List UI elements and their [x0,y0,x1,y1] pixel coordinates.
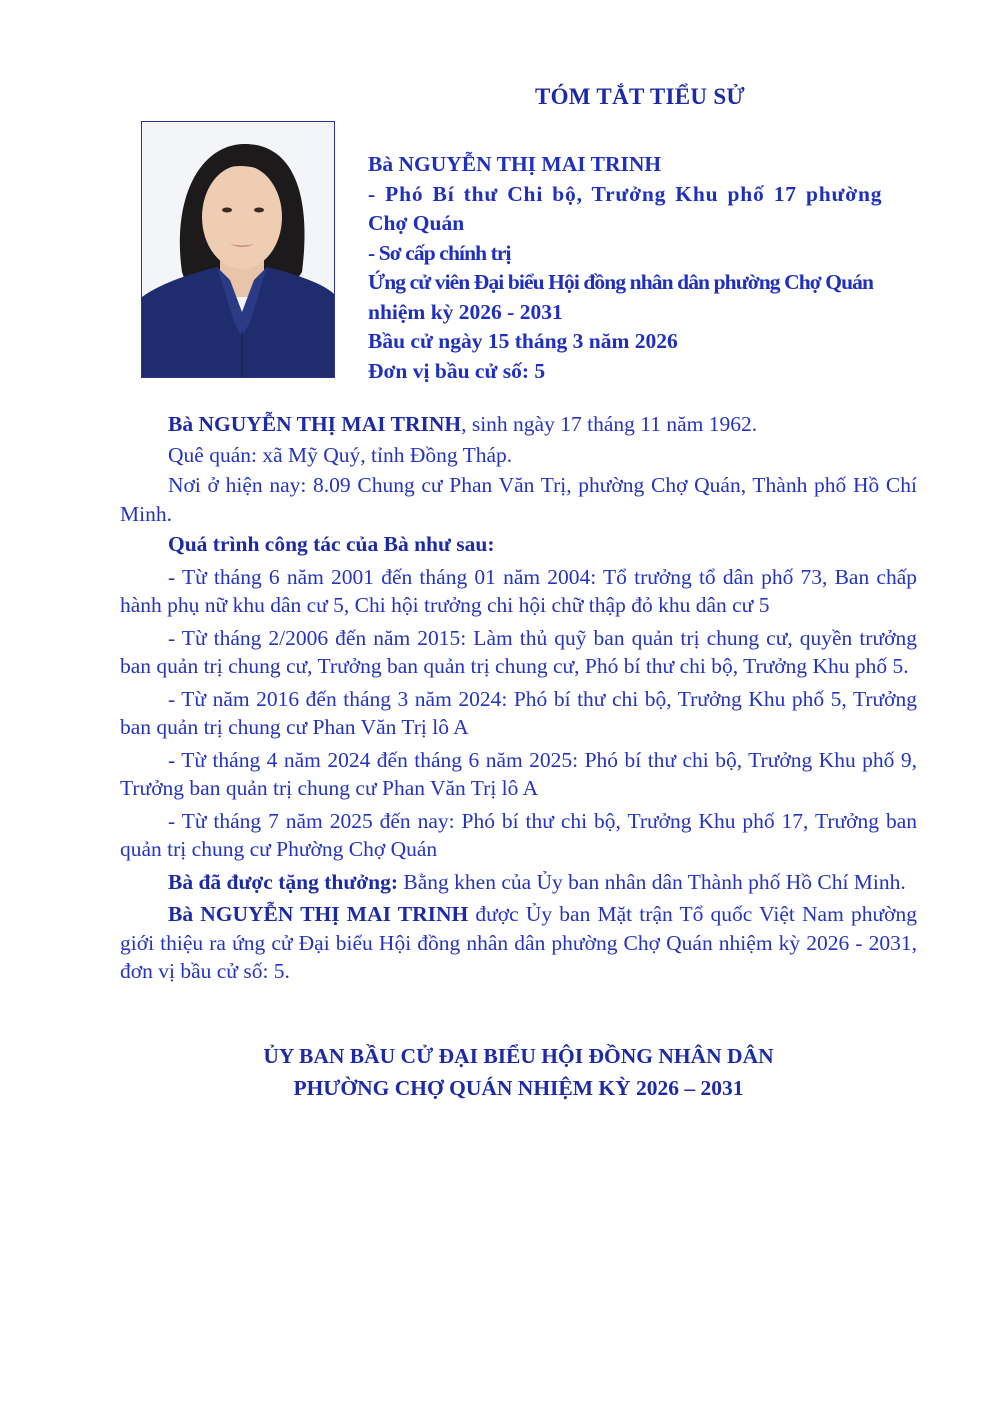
nomination-text: được Ủy ban Mặt trận Tổ quốc Việt Nam phường giới thiệu ra ứng cử Đại biểu Hội đồng nhân dân phường Chợ Quán nhiệm kỳ 2026 - 2031, đơn vị bầu cử số: 5. [120,902,917,983]
authority-line2: PHƯỜNG CHỢ QUÁN NHIỆM KỲ 2026 – 2031 [293,1076,744,1100]
constituency: Đơn vị bầu cử số: 5 [368,358,546,383]
election-date: Bầu cử ngày 15 tháng 3 năm 2026 [368,329,678,353]
political-level: - Sơ cấp chính trị [368,240,511,265]
awards-paragraph [120,868,917,897]
nomination-paragraph [120,900,917,986]
candidate-position-line1: - Phó Bí thư Chi bộ, Trưởng Khu phố 17 phường [368,181,883,206]
birth-name: Bà NGUYỄN THỊ MAI TRINH [168,412,462,436]
residence-paragraph: Nơi ở hiện nay: 8.09 Chung cư Phan Văn Trị, phường Chợ Quán, Thành phố Hồ Chí Minh. [120,473,917,526]
career-heading [120,530,917,559]
career-item: - Từ tháng 2/2006 đến năm 2015: Làm thủ quỹ ban quản trị chung cư, quyền trưởng ban quản trị chung cư, Trưởng ban quản trị chung cư, Phó bí thư chi bộ, Trưởng Khu phố 5. [120,625,917,678]
biography-body [120,410,917,988]
career-heading-text: Quá trình công tác của Bà như sau: [168,532,495,556]
hometown-paragraph: Quê quán: xã Mỹ Quý, tỉnh Đồng Tháp. [168,442,513,467]
candidate-name: Bà NGUYỄN THỊ MAI TRINH [368,152,662,176]
career-item: - Từ năm 2016 đến tháng 3 năm 2024: Phó bí thư chi bộ, Trưởng Khu phố 5, Trưởng ban quản trị chung cư Phan Văn Trị lô A [120,686,917,739]
nomination-name: Bà NGUYỄN THỊ MAI TRINH [168,902,469,926]
document-title: TÓM TẮT TIỂU SỬ [534,84,746,109]
birth-text: , sinh ngày 17 tháng 11 năm 1962. [461,412,758,436]
candidate-position-line2: Chợ Quán [368,211,465,235]
birth-paragraph [120,410,917,439]
career-item: - Từ tháng 4 năm 2024 đến tháng 6 năm 2025: Phó bí thư chi bộ, Trưởng Khu phố 9, Trưởng ban quản trị chung cư Phan Văn Trị lô A [120,747,917,800]
awards-text: Bằng khen của Ủy ban nhân dân Thành phố Hồ Chí Minh. [398,869,906,894]
career-item: - Từ tháng 7 năm 2025 đến nay: Phó bí thư chi bộ, Trưởng Khu phố 17, Trưởng ban quản trị chung cư Phường Chợ Quán [120,808,917,861]
authority-line1: ỦY BAN BẦU CỬ ĐẠI BIỂU HỘI ĐỒNG NHÂN DÂN [263,1044,774,1068]
awards-label: Bà đã được tặng thưởng: [168,869,399,894]
issuing-authority [120,1040,917,1104]
portrait-image-icon [142,122,334,377]
candidacy-line2: nhiệm kỳ 2026 - 2031 [368,299,563,324]
candidacy-line1: Ứng cử viên Đại biểu Hội đồng nhân dân phường Chợ Quán [368,270,874,294]
portrait-photo [141,121,335,378]
career-item: - Từ tháng 6 năm 2001 đến tháng 01 năm 2004: Tổ trưởng tổ dân phố 73, Ban chấp hành phụ nữ khu dân cư 5, Chi hội trưởng chi hội chữ thập đỏ khu dân cư 5 [120,564,917,617]
candidate-header [368,150,913,386]
